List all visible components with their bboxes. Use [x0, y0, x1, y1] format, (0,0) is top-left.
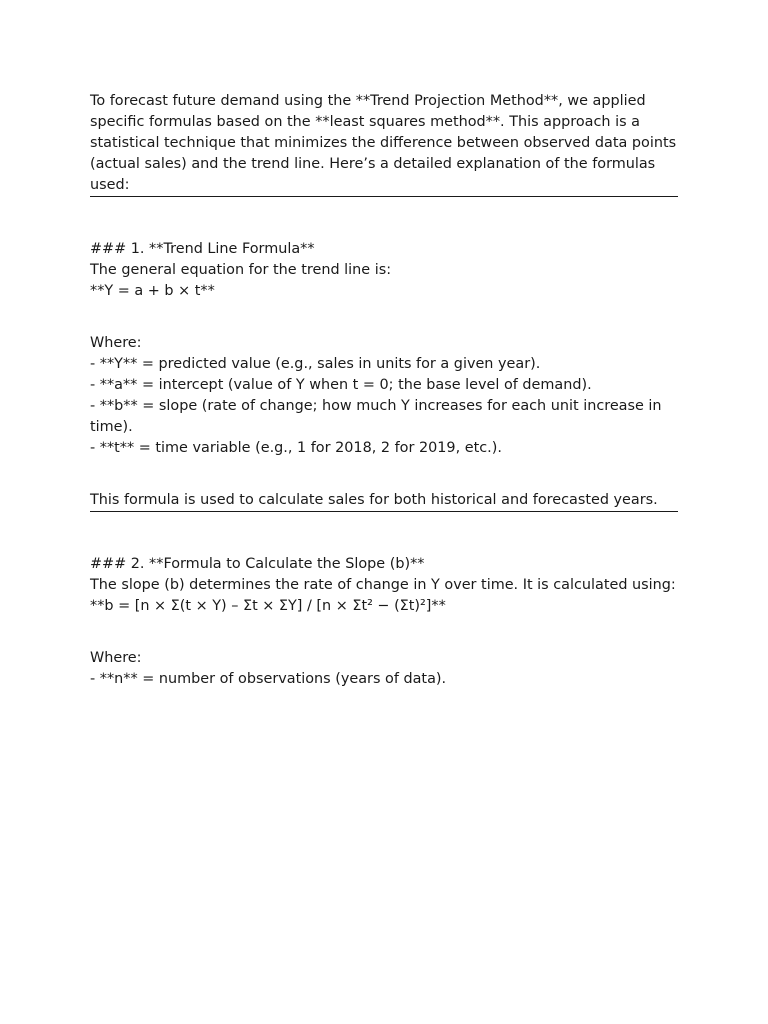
section-2-heading: ### 2. **Formula to Calculate the Slope (b)**: [90, 556, 425, 572]
section-1-lead: The general equation for the trend line is:: [90, 262, 392, 278]
slope-formula: **b = [n × Σ(t × Y) – Σt × ΣY] / [n × Σt² − (Σt)²]**: [90, 598, 446, 614]
bullet-item: - **t** = time variable (e.g., 1 for 2018, 2 for 2019, etc.).: [90, 440, 502, 456]
intro-paragraph: To forecast future demand using the **Trend Projection Method**, we applied specific formulas based on the **least squares method**. This approach is a statistical technique that minimizes the difference between observed data points (actual sales) and the trend line. Here’s a detailed explanation of the formulas used:: [90, 93, 677, 193]
section-1-closing: This formula is used to calculate sales for both historical and forecasted years.: [90, 492, 658, 508]
horizontal-rule: [90, 511, 678, 512]
bullet-item: - **b** = slope (rate of change; how much Y increases for each unit increase in time).: [90, 398, 662, 435]
section-2-where-label: Where:: [90, 650, 142, 666]
bullet-item: - **Y** = predicted value (e.g., sales in units for a given year).: [90, 356, 541, 372]
horizontal-rule: [90, 196, 678, 197]
bullet-item: - **a** = intercept (value of Y when t = 0; the base level of demand).: [90, 377, 592, 393]
bullet-item: - **n** = number of observations (years of data).: [90, 671, 447, 687]
section-2-lead: The slope (b) determines the rate of change in Y over time. It is calculated using:: [90, 577, 676, 593]
section-1-where-label: Where:: [90, 335, 142, 351]
section-1-heading: ### 1. **Trend Line Formula**: [90, 241, 315, 257]
trend-line-formula: **Y = a + b × t**: [90, 283, 215, 299]
spacer: [90, 302, 678, 333]
document-body: [90, 91, 678, 690]
spacer: [90, 459, 678, 490]
spacer: [90, 617, 678, 648]
